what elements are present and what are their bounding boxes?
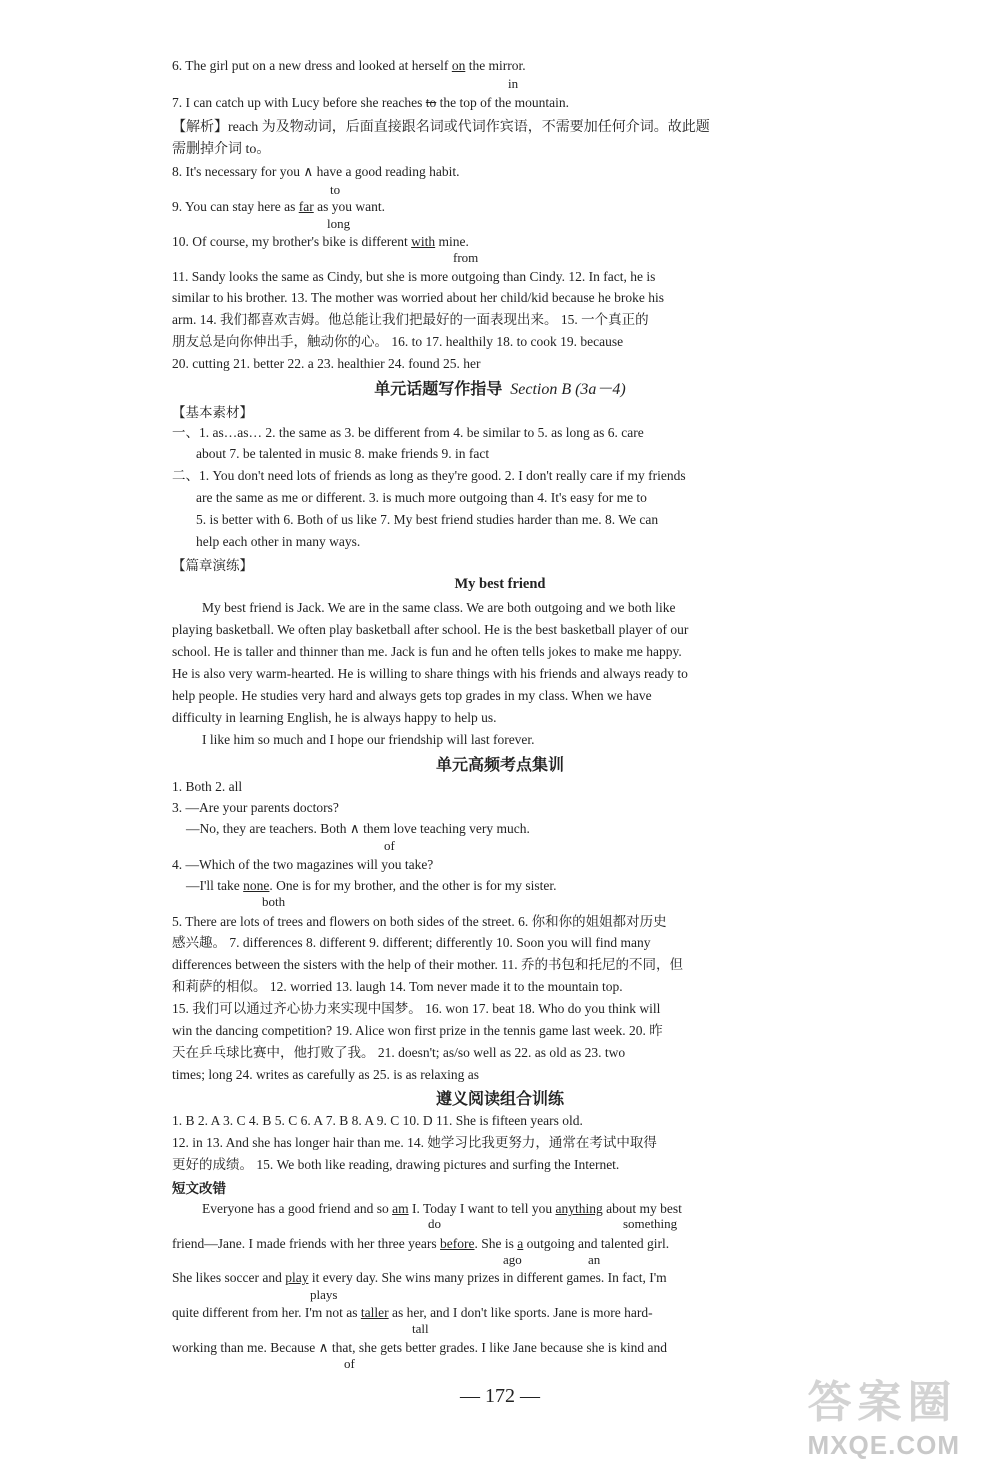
answer-line: arm. 14. 我们都喜欢吉姆。他总能让我们把最好的一面表现出来。 15. 一个真正的 — [172, 312, 649, 327]
correction-text: do — [428, 1216, 441, 1231]
correction-text: of — [344, 1356, 355, 1371]
page-number: — 172 — — [460, 1385, 540, 1407]
correction-text: ago — [503, 1252, 522, 1267]
answer-line: 20. cutting 21. better 22. a 23. healthier 24. found 25. her — [172, 356, 481, 371]
answer-line: 7. I can catch up with Lucy before she reaches to the top of the mountain. — [172, 95, 570, 110]
answer-line: 11. Sandy looks the same as Cindy, but she is more outgoing than Cindy. 12. In fact, he is — [172, 269, 656, 284]
essay-line: My best friend is Jack. We are in the same class. We are both outgoing and we both like — [202, 600, 676, 615]
answer-line: 天在乒乓球比赛中，他打败了我。 21. doesn't; as/so well as 22. as old as 23. two — [172, 1045, 626, 1060]
correction-text: tall — [412, 1321, 429, 1336]
error-correction-line: Everyone has a good friend and so am I. Today I want to tell you anything about my best — [202, 1201, 682, 1216]
essay-line: He is also very warm-hearted. He is willing to share things with his friends and always ready to — [172, 666, 688, 681]
material-line: about 7. be talented in music 8. make friends 9. in fact — [196, 446, 490, 461]
answer-line: 12. in 13. And she has longer hair than me. 14. 她学习比我更努力，通常在考试中取得 — [172, 1135, 657, 1150]
answer-line: 5. There are lots of trees and flowers on both sides of the street. 6. 你和你的姐姐都对历史 — [172, 914, 667, 929]
answer-line: —No, they are teachers. Both ∧ them love teaching very much. — [186, 821, 530, 836]
answer-line: 9. You can stay here as far as you want. — [172, 199, 385, 214]
error-correction-line: quite different from her. I'm not as taller as her, and I don't like sports. Jane is more hard- — [172, 1305, 653, 1320]
error-correction-line: friend—Jane. I made friends with her three years before. She is a outgoing and talented girl. — [172, 1236, 670, 1251]
essay-title: My best friend — [454, 576, 546, 592]
answer-line: 感兴趣。 7. differences 8. different 9. different; differently 10. Soon you will find many — [172, 935, 651, 950]
analysis-line: 【解析】reach 为及物动词，后面直接跟名词或代词作宾语，不需要加任何介词。故此题 — [172, 120, 710, 135]
correction-text: long — [327, 216, 351, 231]
section-heading: 单元高频考点集训 — [435, 757, 564, 774]
answer-line: 4. —Which of the two magazines will you take? — [172, 857, 434, 872]
essay-line: difficulty in learning English, he is always happy to help us. — [172, 710, 497, 725]
answer-line: 1. Both 2. all — [172, 779, 243, 794]
section-tag: 【基本素材】 — [172, 405, 253, 420]
answer-line: 更好的成绩。 15. We both like reading, drawing pictures and surfing the Internet. — [172, 1157, 620, 1172]
material-line: are the same as me or different. 3. is much more outgoing than 4. It's easy for me to — [196, 490, 647, 505]
correction-text: both — [262, 894, 286, 909]
essay-line: school. He is taller and thinner than me. Jack is fun and he often tells jokes to make me happy. — [172, 644, 682, 659]
answer-line: similar to his brother. 13. The mother was worried about her child/kid because he broke his — [172, 290, 665, 305]
error-correction-line: working than me. Because ∧ that, she gets better grades. I like Jane because she is kind and — [172, 1340, 667, 1355]
section-heading: 遵义阅读组合训练 — [435, 1091, 564, 1108]
correction-text: in — [508, 76, 519, 91]
answer-line: differences between the sisters with the help of their mother. 11. 乔的书包和托尼的不同，但 — [172, 957, 684, 972]
answer-line: —I'll take none. One is for my brother, and the other is for my sister. — [186, 878, 557, 893]
essay-line: help people. He studies very hard and always gets top grades in my class. When we have — [172, 688, 652, 703]
answer-line: 1. B 2. A 3. C 4. B 5. C 6. A 7. B 8. A 9. C 10. D 11. She is fifteen years old. — [172, 1113, 583, 1128]
material-line: 一、1. as…as… 2. the same as 3. be different from 4. be similar to 5. as long as 6. care — [172, 425, 644, 440]
section-tag: 短文改错 — [172, 1181, 226, 1196]
material-line: 5. is better with 6. Both of us like 7. My best friend studies harder than me. 8. We can — [196, 512, 659, 527]
section-heading: 单元话题写作指导 Section B (3a－4) — [374, 381, 626, 398]
correction-text: something — [623, 1216, 678, 1231]
material-line: 二、1. You don't need lots of friends as long as they're good. 2. I don't really care if my friends — [172, 468, 686, 483]
answer-line: 6. The girl put on a new dress and looked at herself on the mirror. — [172, 58, 526, 73]
watermark-url: MXQE.COM — [807, 1430, 960, 1460]
answer-line: 朋友总是向你伸出手，触动你的心。 16. to 17. healthily 18. to cook 19. because — [172, 334, 624, 349]
answer-line: 3. —Are your parents doctors? — [172, 800, 339, 815]
correction-text: from — [453, 250, 479, 265]
correction-text: an — [588, 1252, 601, 1267]
watermark-logo: 答案圈 — [807, 1378, 958, 1427]
material-line: help each other in many ways. — [196, 534, 361, 549]
answer-line: 8. It's necessary for you ∧ have a good reading habit. — [172, 164, 460, 179]
essay-line: I like him so much and I hope our friendship will last forever. — [202, 732, 535, 747]
answer-line: 和莉萨的相似。 12. worried 13. laugh 14. Tom never made it to the mountain top. — [172, 979, 623, 994]
answer-line: times; long 24. writes as carefully as 25. is as relaxing as — [172, 1067, 480, 1082]
answer-line: 10. Of course, my brother's bike is different with mine. — [172, 234, 469, 249]
correction-text: plays — [310, 1287, 338, 1302]
answer-line: win the dancing competition? 19. Alice won first prize in the tennis game last week. 20. 昨 — [172, 1023, 663, 1038]
answer-line: 15. 我们可以通过齐心协力来实现中国梦。 16. won 17. beat 18. Who do you think will — [172, 1001, 661, 1016]
error-correction-line: She likes soccer and play it every day. She wins many prizes in different games. In fact, I'm — [172, 1270, 667, 1285]
correction-text: to — [330, 182, 341, 197]
correction-text: of — [384, 838, 395, 853]
watermark — [808, 1366, 960, 1461]
analysis-line: 需删掉介词 to。 — [172, 142, 271, 157]
section-tag: 【篇章演练】 — [172, 558, 253, 573]
essay-line: playing basketball. We often play basketball after school. He is the best basketball player of our — [172, 622, 689, 637]
